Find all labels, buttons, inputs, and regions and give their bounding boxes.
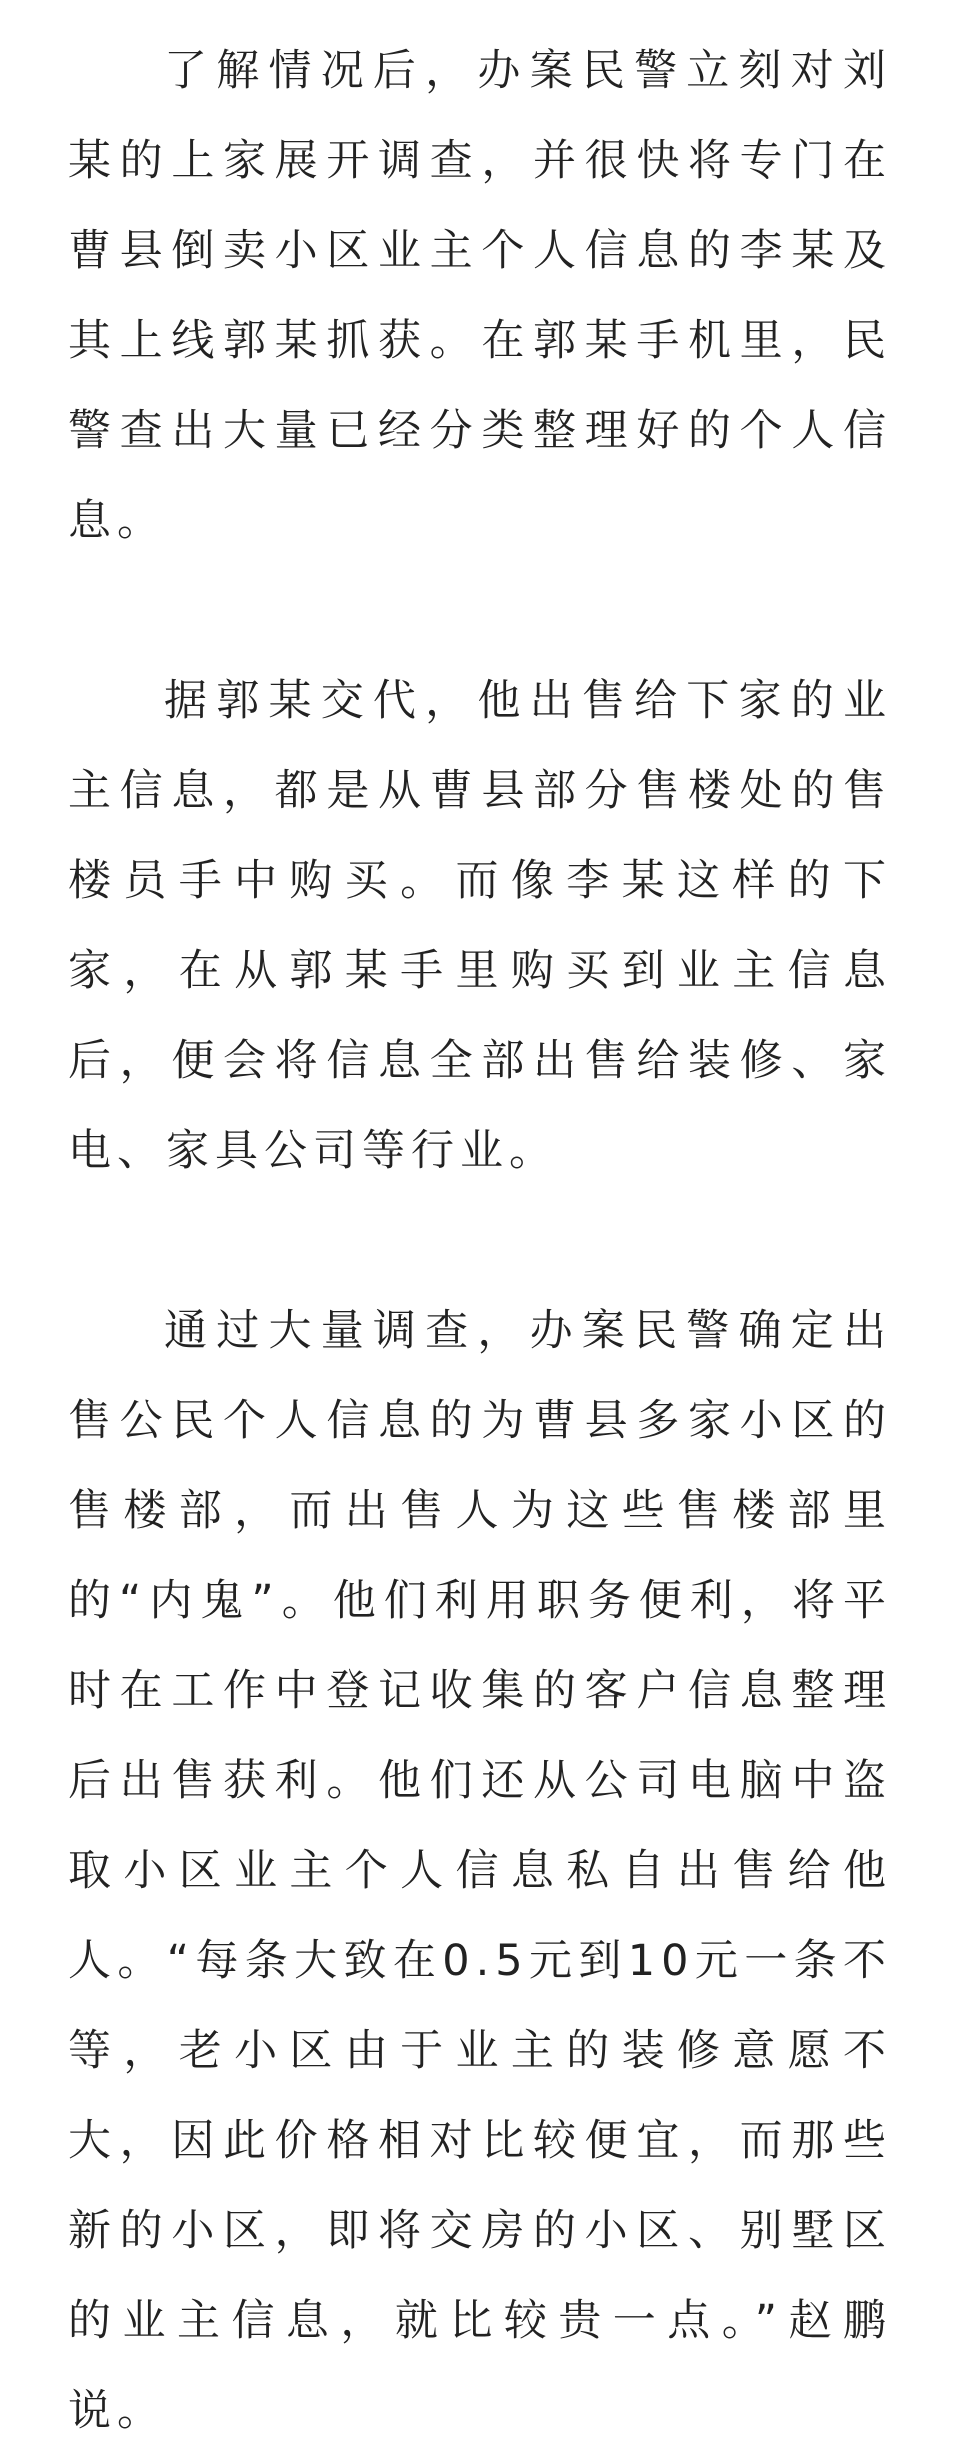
article-paragraph-2: 据郭某交代，他出售给下家的业主信息，都是从曹县部分售楼处的售楼员手中购买。而像李某这样的下家，在从郭某手里购买到业主信息后，便会将信息全部出售给装修、家电、家具公司等行业。 — [68, 676, 892, 1176]
article-paragraph-3: 通过大量调查，办案民警确定出售公民个人信息的为曹县多家小区的售楼部，而出售人为这些售楼部里的“内鬼”。他们利用职务便利，将平时在工作中登记收集的客户信息整理后出售获利。他们还从公司电脑中盗取小区业主个人信息私自出售给他人。“每条大致在0.5元到10元一条不等，老小区由于业主的装修意愿不大，因此价格相对比较便宜，而那些新的小区，即将交房的小区、别墅区的业主信息，就比较贵一点。”赵鹏说。 — [68, 1306, 892, 2436]
article-paragraph-1: 了解情况后，办案民警立刻对刘某的上家展开调查，并很快将专门在曹县倒卖小区业主个人信息的李某及其上线郭某抓获。在郭某手机里，民警查出大量已经分类整理好的个人信息。 — [68, 46, 892, 546]
